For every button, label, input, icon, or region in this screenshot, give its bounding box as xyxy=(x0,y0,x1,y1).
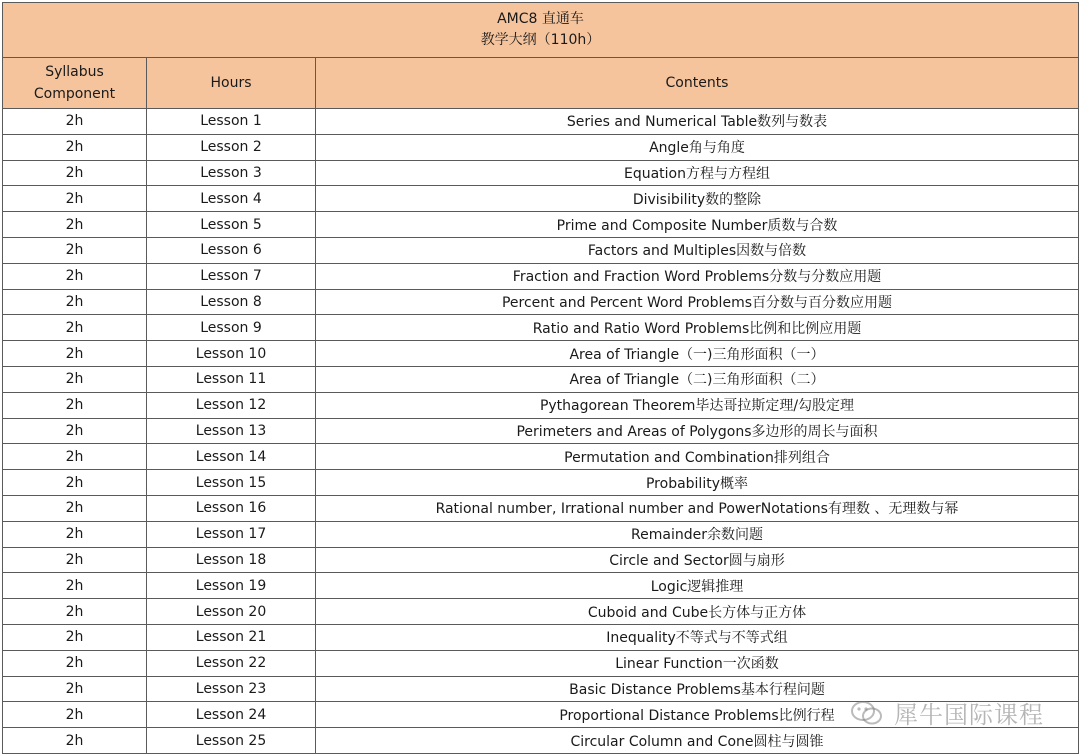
table-row xyxy=(3,470,1079,496)
cell-contents: Perimeters and Areas of Polygons多边形的周长与面积 xyxy=(316,418,1079,444)
cell-hours: Lesson 20 xyxy=(147,599,316,625)
cell-component: 2h xyxy=(3,676,147,702)
cell-contents: Area of Triangle（一)三角形面积（一） xyxy=(316,341,1079,367)
cell-component: 2h xyxy=(3,650,147,676)
watermark-text: 犀牛国际课程 xyxy=(894,701,1044,729)
cell-hours: Lesson 15 xyxy=(147,470,316,496)
table-row xyxy=(3,160,1079,186)
cell-hours: Lesson 25 xyxy=(147,728,316,754)
cell-hours: Lesson 14 xyxy=(147,444,316,470)
table-title xyxy=(3,3,1079,58)
cell-contents: Rational number, Irrational number and PowerNotations有理数 、无理数与幂 xyxy=(316,495,1079,521)
cell-hours: Lesson 11 xyxy=(147,366,316,392)
cell-component: 2h xyxy=(3,599,147,625)
table-body xyxy=(3,109,1079,754)
cell-component: 2h xyxy=(3,521,147,547)
cell-contents: Percent and Percent Word Problems百分数与百分数应用题 xyxy=(316,289,1079,315)
table-row xyxy=(3,237,1079,263)
cell-hours: Lesson 8 xyxy=(147,289,316,315)
cell-hours: Lesson 10 xyxy=(147,341,316,367)
table-row xyxy=(3,263,1079,289)
cell-component: 2h xyxy=(3,728,147,754)
title-line-1: AMC8 直通车 xyxy=(497,11,584,27)
cell-contents: Remainder余数问题 xyxy=(316,521,1079,547)
table-title-row xyxy=(3,3,1079,58)
cell-contents: Inequality不等式与不等式组 xyxy=(316,624,1079,650)
cell-contents: Area of Triangle（二)三角形面积（二） xyxy=(316,366,1079,392)
cell-contents: Angle角与角度 xyxy=(316,134,1079,160)
cell-contents: Logic逻辑推理 xyxy=(316,573,1079,599)
cell-hours: Lesson 4 xyxy=(147,186,316,212)
cell-hours: Lesson 19 xyxy=(147,573,316,599)
table-row xyxy=(3,676,1079,702)
table-row xyxy=(3,599,1079,625)
table-row xyxy=(3,728,1079,754)
table-row xyxy=(3,444,1079,470)
cell-contents: Prime and Composite Number质数与合数 xyxy=(316,212,1079,238)
cell-component: 2h xyxy=(3,366,147,392)
cell-contents: Divisibility数的整除 xyxy=(316,186,1079,212)
cell-contents: Series and Numerical Table数列与数表 xyxy=(316,109,1079,135)
table-row xyxy=(3,392,1079,418)
cell-hours: Lesson 17 xyxy=(147,521,316,547)
cell-component: 2h xyxy=(3,573,147,599)
cell-component: 2h xyxy=(3,237,147,263)
table-row xyxy=(3,366,1079,392)
syllabus-table xyxy=(2,2,1079,754)
cell-component: 2h xyxy=(3,212,147,238)
cell-contents: Probability概率 xyxy=(316,470,1079,496)
table-row xyxy=(3,186,1079,212)
header-contents: Contents xyxy=(316,58,1079,109)
cell-component: 2h xyxy=(3,444,147,470)
table-row xyxy=(3,315,1079,341)
cell-component: 2h xyxy=(3,109,147,135)
header-hours: Hours xyxy=(147,58,316,109)
cell-contents: Equation方程与方程组 xyxy=(316,160,1079,186)
cell-hours: Lesson 7 xyxy=(147,263,316,289)
cell-component: 2h xyxy=(3,263,147,289)
column-header-row xyxy=(3,58,1079,109)
cell-contents: Cuboid and Cube长方体与正方体 xyxy=(316,599,1079,625)
cell-contents: Circular Column and Cone圆柱与圆锥 xyxy=(316,728,1079,754)
cell-hours: Lesson 2 xyxy=(147,134,316,160)
cell-contents: Ratio and Ratio Word Problems比例和比例应用题 xyxy=(316,315,1079,341)
cell-hours: Lesson 1 xyxy=(147,109,316,135)
table-row xyxy=(3,521,1079,547)
header-syllabus-component: Syllabus Component xyxy=(3,58,147,109)
cell-contents: Basic Distance Problems基本行程问题 xyxy=(316,676,1079,702)
cell-contents: Factors and Multiples因数与倍数 xyxy=(316,237,1079,263)
cell-component: 2h xyxy=(3,186,147,212)
table-row xyxy=(3,289,1079,315)
cell-component: 2h xyxy=(3,624,147,650)
cell-component: 2h xyxy=(3,418,147,444)
cell-component: 2h xyxy=(3,289,147,315)
cell-hours: Lesson 12 xyxy=(147,392,316,418)
cell-contents: Pythagorean Theorem毕达哥拉斯定理/勾股定理 xyxy=(316,392,1079,418)
cell-contents: Fraction and Fraction Word Problems分数与分数应用题 xyxy=(316,263,1079,289)
table-row xyxy=(3,341,1079,367)
title-line-2: 教学大纲（110h） xyxy=(480,32,601,48)
cell-contents: Permutation and Combination排列组合 xyxy=(316,444,1079,470)
cell-hours: Lesson 18 xyxy=(147,547,316,573)
table-row xyxy=(3,624,1079,650)
cell-component: 2h xyxy=(3,702,147,728)
cell-component: 2h xyxy=(3,315,147,341)
cell-component: 2h xyxy=(3,547,147,573)
cell-component: 2h xyxy=(3,495,147,521)
cell-component: 2h xyxy=(3,470,147,496)
cell-hours: Lesson 3 xyxy=(147,160,316,186)
cell-hours: Lesson 5 xyxy=(147,212,316,238)
table-row xyxy=(3,134,1079,160)
cell-hours: Lesson 23 xyxy=(147,676,316,702)
table-row xyxy=(3,573,1079,599)
cell-hours: Lesson 22 xyxy=(147,650,316,676)
cell-contents: Proportional Distance Problems比例行程 xyxy=(316,702,1079,728)
cell-hours: Lesson 9 xyxy=(147,315,316,341)
cell-hours: Lesson 13 xyxy=(147,418,316,444)
table-row xyxy=(3,212,1079,238)
cell-contents: Linear Function一次函数 xyxy=(316,650,1079,676)
cell-hours: Lesson 24 xyxy=(147,702,316,728)
cell-contents: Circle and Sector圆与扇形 xyxy=(316,547,1079,573)
table-row xyxy=(3,495,1079,521)
cell-hours: Lesson 21 xyxy=(147,624,316,650)
table-row xyxy=(3,418,1079,444)
table-row xyxy=(3,547,1079,573)
table-row xyxy=(3,650,1079,676)
table-row xyxy=(3,702,1079,728)
table-row xyxy=(3,109,1079,135)
cell-component: 2h xyxy=(3,341,147,367)
cell-hours: Lesson 6 xyxy=(147,237,316,263)
cell-component: 2h xyxy=(3,134,147,160)
cell-component: 2h xyxy=(3,160,147,186)
cell-component: 2h xyxy=(3,392,147,418)
cell-hours: Lesson 16 xyxy=(147,495,316,521)
